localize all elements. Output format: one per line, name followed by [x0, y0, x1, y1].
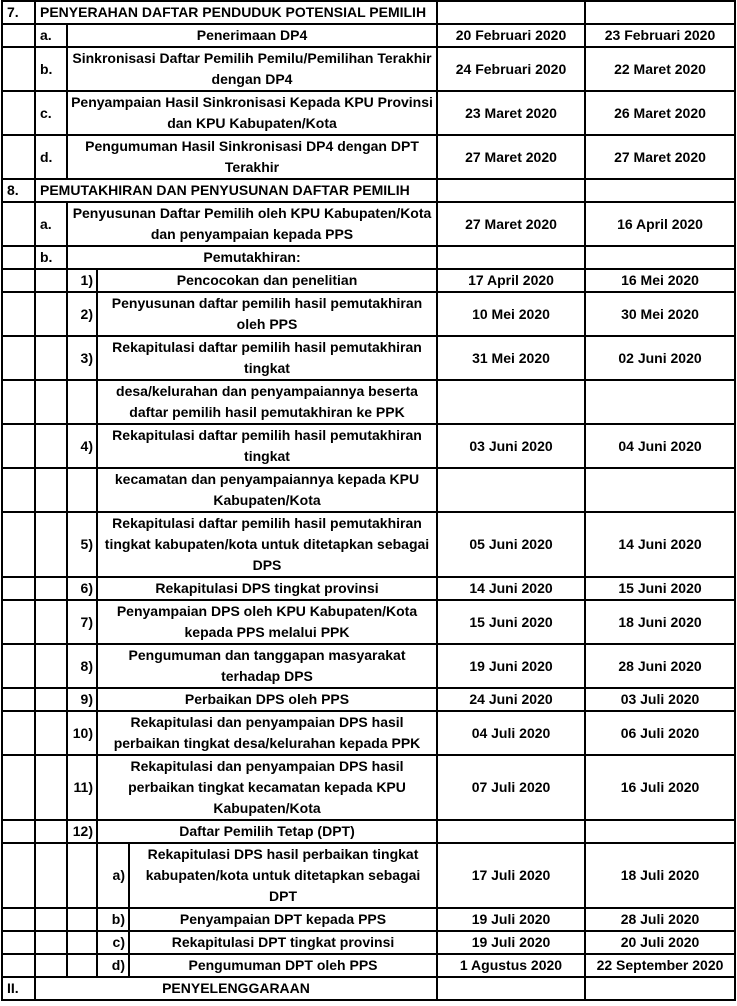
- step-number: 7): [67, 600, 97, 644]
- activity-letter: a.: [35, 202, 67, 246]
- section-title: PENYELENGGARAAN: [35, 977, 437, 1000]
- activity-name: Penyusunan daftar pemilih hasil pemutakhiran oleh PPS: [97, 292, 437, 336]
- empty-cell: [2, 755, 35, 820]
- end-date: 20 Juli 2020: [585, 931, 735, 954]
- step-number: 4): [67, 424, 97, 468]
- table-row: [2, 644, 735, 688]
- empty-cell: [2, 424, 35, 468]
- table-row: [2, 202, 735, 246]
- start-date: 24 Juni 2020: [437, 688, 585, 711]
- end-date: 16 April 2020: [585, 202, 735, 246]
- empty-cell: [35, 600, 67, 644]
- table-row: [2, 91, 735, 135]
- end-date: 27 Maret 2020: [585, 135, 735, 179]
- table-row: [2, 931, 735, 954]
- start-date: [437, 380, 585, 424]
- end-date: 22 September 2020: [585, 954, 735, 977]
- empty-cell: [2, 577, 35, 600]
- start-date: 07 Juli 2020: [437, 755, 585, 820]
- start-date: 15 Juni 2020: [437, 600, 585, 644]
- empty-cell: [2, 688, 35, 711]
- empty-cell: [2, 468, 35, 512]
- empty-cell: [67, 931, 97, 954]
- empty-cell: [2, 47, 35, 91]
- step-number: 12): [67, 820, 97, 843]
- activity-letter: c.: [35, 91, 67, 135]
- activity-name: Rekapitulasi daftar pemilih hasil pemutakhiran tingkat: [97, 424, 437, 468]
- section-number: 7.: [2, 1, 35, 24]
- empty-cell: [2, 246, 35, 269]
- empty-cell: [2, 135, 35, 179]
- activity-name: Penyampaian DPS oleh KPU Kabupaten/Kota kepada PPS melalui PPK: [97, 600, 437, 644]
- activity-name: desa/kelurahan dan penyampaiannya beserta daftar pemilih hasil pemutakhiran ke PPK: [97, 380, 437, 424]
- start-date: 27 Maret 2020: [437, 135, 585, 179]
- table-row: [2, 711, 735, 755]
- empty-cell: [67, 843, 97, 908]
- table-row: [2, 292, 735, 336]
- start-date: 14 Juni 2020: [437, 577, 585, 600]
- end-date: 18 Juni 2020: [585, 600, 735, 644]
- table-row: [2, 468, 735, 512]
- activity-name: Pengumuman Hasil Sinkronisasi DP4 dengan DPT Terakhir: [67, 135, 437, 179]
- activity-name: Rekapitulasi daftar pemilih hasil pemutakhiran tingkat kabupaten/kota untuk ditetapkan sebagai DPS: [97, 512, 437, 577]
- table-row: [2, 1, 735, 24]
- activity-name: Pemutakhiran:: [67, 246, 437, 269]
- end-date: 06 Juli 2020: [585, 711, 735, 755]
- empty-cell: [35, 577, 67, 600]
- step-number: 3): [67, 336, 97, 380]
- end-date: [585, 380, 735, 424]
- start-date: 20 Februari 2020: [437, 24, 585, 47]
- start-date: 1 Agustus 2020: [437, 954, 585, 977]
- activity-letter: b.: [35, 246, 67, 269]
- empty-cell: [2, 202, 35, 246]
- section-number: 8.: [2, 179, 35, 202]
- start-date: 05 Juni 2020: [437, 512, 585, 577]
- end-date: [585, 1, 735, 24]
- table-row: [2, 954, 735, 977]
- end-date: [585, 820, 735, 843]
- empty-cell: [35, 931, 67, 954]
- step-number: 5): [67, 512, 97, 577]
- step-number: 2): [67, 292, 97, 336]
- table-row: [2, 380, 735, 424]
- start-date: 17 April 2020: [437, 269, 585, 292]
- empty-cell: [35, 820, 67, 843]
- step-number: 6): [67, 577, 97, 600]
- end-date: 28 Juni 2020: [585, 644, 735, 688]
- empty-cell: [2, 336, 35, 380]
- table-row: [2, 47, 735, 91]
- table-row: [2, 600, 735, 644]
- start-date: 24 Februari 2020: [437, 47, 585, 91]
- activity-name: Rekapitulasi DPS tingkat provinsi: [97, 577, 437, 600]
- start-date: 27 Maret 2020: [437, 202, 585, 246]
- empty-cell: [67, 954, 97, 977]
- table-row: [2, 246, 735, 269]
- end-date: 23 Februari 2020: [585, 24, 735, 47]
- table-row: [2, 977, 735, 1000]
- start-date: [437, 468, 585, 512]
- section-number: II.: [2, 977, 35, 1000]
- start-date: 17 Juli 2020: [437, 843, 585, 908]
- empty-cell: [35, 908, 67, 931]
- step-number: [67, 468, 97, 512]
- end-date: [585, 468, 735, 512]
- empty-cell: [2, 512, 35, 577]
- substep-letter: a): [97, 843, 129, 908]
- table-row: [2, 820, 735, 843]
- step-number: 9): [67, 688, 97, 711]
- empty-cell: [35, 954, 67, 977]
- substep-letter: b): [97, 908, 129, 931]
- start-date: 10 Mei 2020: [437, 292, 585, 336]
- activity-name: kecamatan dan penyampaiannya kepada KPU Kabupaten/Kota: [97, 468, 437, 512]
- start-date: [437, 820, 585, 843]
- activity-name: Sinkronisasi Daftar Pemilih Pemilu/Pemilihan Terakhir dengan DP4: [67, 47, 437, 91]
- empty-cell: [35, 644, 67, 688]
- section-title: PENYERAHAN DAFTAR PENDUDUK POTENSIAL PEMILIH: [35, 1, 437, 24]
- table-row: [2, 135, 735, 179]
- empty-cell: [2, 711, 35, 755]
- start-date: 19 Juli 2020: [437, 908, 585, 931]
- end-date: 18 Juli 2020: [585, 843, 735, 908]
- start-date: 19 Juli 2020: [437, 931, 585, 954]
- empty-cell: [35, 688, 67, 711]
- empty-cell: [35, 336, 67, 380]
- end-date: 22 Maret 2020: [585, 47, 735, 91]
- end-date: 15 Juni 2020: [585, 577, 735, 600]
- start-date: [437, 977, 585, 1000]
- table-row: [2, 24, 735, 47]
- empty-cell: [2, 292, 35, 336]
- substep-letter: c): [97, 931, 129, 954]
- end-date: 03 Juli 2020: [585, 688, 735, 711]
- step-number: [67, 380, 97, 424]
- activity-name: Pengumuman dan tanggapan masyarakat terhadap DPS: [97, 644, 437, 688]
- start-date: 19 Juni 2020: [437, 644, 585, 688]
- activity-name: Rekapitulasi dan penyampaian DPS hasil perbaikan tingkat desa/kelurahan kepada PPK: [97, 711, 437, 755]
- activity-name: Pencocokan dan penelitian: [97, 269, 437, 292]
- end-date: 02 Juni 2020: [585, 336, 735, 380]
- empty-cell: [35, 292, 67, 336]
- table-row: [2, 908, 735, 931]
- step-number: 1): [67, 269, 97, 292]
- empty-cell: [35, 424, 67, 468]
- start-date: [437, 1, 585, 24]
- activity-name: Penyusunan Daftar Pemilih oleh KPU Kabupaten/Kota dan penyampaian kepada PPS: [67, 202, 437, 246]
- table-row: [2, 269, 735, 292]
- empty-cell: [67, 908, 97, 931]
- empty-cell: [2, 644, 35, 688]
- end-date: 04 Juni 2020: [585, 424, 735, 468]
- schedule-table: [1, 0, 736, 1001]
- activity-letter: a.: [35, 24, 67, 47]
- activity-name: Daftar Pemilih Tetap (DPT): [97, 820, 437, 843]
- empty-cell: [2, 269, 35, 292]
- empty-cell: [35, 468, 67, 512]
- empty-cell: [35, 380, 67, 424]
- start-date: [437, 246, 585, 269]
- end-date: 30 Mei 2020: [585, 292, 735, 336]
- empty-cell: [2, 24, 35, 47]
- empty-cell: [35, 512, 67, 577]
- end-date: 16 Juli 2020: [585, 755, 735, 820]
- empty-cell: [2, 91, 35, 135]
- end-date: [585, 179, 735, 202]
- end-date: [585, 977, 735, 1000]
- empty-cell: [2, 931, 35, 954]
- empty-cell: [2, 843, 35, 908]
- substep-letter: d): [97, 954, 129, 977]
- table-row: [2, 179, 735, 202]
- empty-cell: [2, 908, 35, 931]
- activity-name: Penyampaian DPT kepada PPS: [129, 908, 437, 931]
- end-date: 28 Juli 2020: [585, 908, 735, 931]
- end-date: 26 Maret 2020: [585, 91, 735, 135]
- empty-cell: [35, 269, 67, 292]
- activity-name: Rekapitulasi DPS hasil perbaikan tingkat kabupaten/kota untuk ditetapkan sebagai DPT: [129, 843, 437, 908]
- start-date: [437, 179, 585, 202]
- activity-letter: b.: [35, 47, 67, 91]
- activity-letter: d.: [35, 135, 67, 179]
- step-number: 11): [67, 755, 97, 820]
- activity-name: Rekapitulasi daftar pemilih hasil pemutakhiran tingkat: [97, 336, 437, 380]
- activity-name: Rekapitulasi dan penyampaian DPS hasil perbaikan tingkat kecamatan kepada KPU Kabupaten/Kota: [97, 755, 437, 820]
- table-row: [2, 843, 735, 908]
- table-row: [2, 577, 735, 600]
- step-number: 10): [67, 711, 97, 755]
- empty-cell: [2, 820, 35, 843]
- empty-cell: [2, 600, 35, 644]
- start-date: 23 Maret 2020: [437, 91, 585, 135]
- activity-name: Pengumuman DPT oleh PPS: [129, 954, 437, 977]
- start-date: 04 Juli 2020: [437, 711, 585, 755]
- activity-name: Penerimaan DP4: [67, 24, 437, 47]
- empty-cell: [35, 755, 67, 820]
- empty-cell: [2, 954, 35, 977]
- end-date: 16 Mei 2020: [585, 269, 735, 292]
- section-title: PEMUTAKHIRAN DAN PENYUSUNAN DAFTAR PEMILIH: [35, 179, 437, 202]
- activity-name: Rekapitulasi DPT tingkat provinsi: [129, 931, 437, 954]
- start-date: 03 Juni 2020: [437, 424, 585, 468]
- activity-name: Perbaikan DPS oleh PPS: [97, 688, 437, 711]
- table-row: [2, 336, 735, 380]
- table-row: [2, 755, 735, 820]
- end-date: 14 Juni 2020: [585, 512, 735, 577]
- activity-name: Penyampaian Hasil Sinkronisasi Kepada KPU Provinsi dan KPU Kabupaten/Kota: [67, 91, 437, 135]
- step-number: 8): [67, 644, 97, 688]
- empty-cell: [2, 380, 35, 424]
- empty-cell: [35, 843, 67, 908]
- table-row: [2, 688, 735, 711]
- start-date: 31 Mei 2020: [437, 336, 585, 380]
- table-row: [2, 512, 735, 577]
- empty-cell: [35, 711, 67, 755]
- end-date: [585, 246, 735, 269]
- table-row: [2, 424, 735, 468]
